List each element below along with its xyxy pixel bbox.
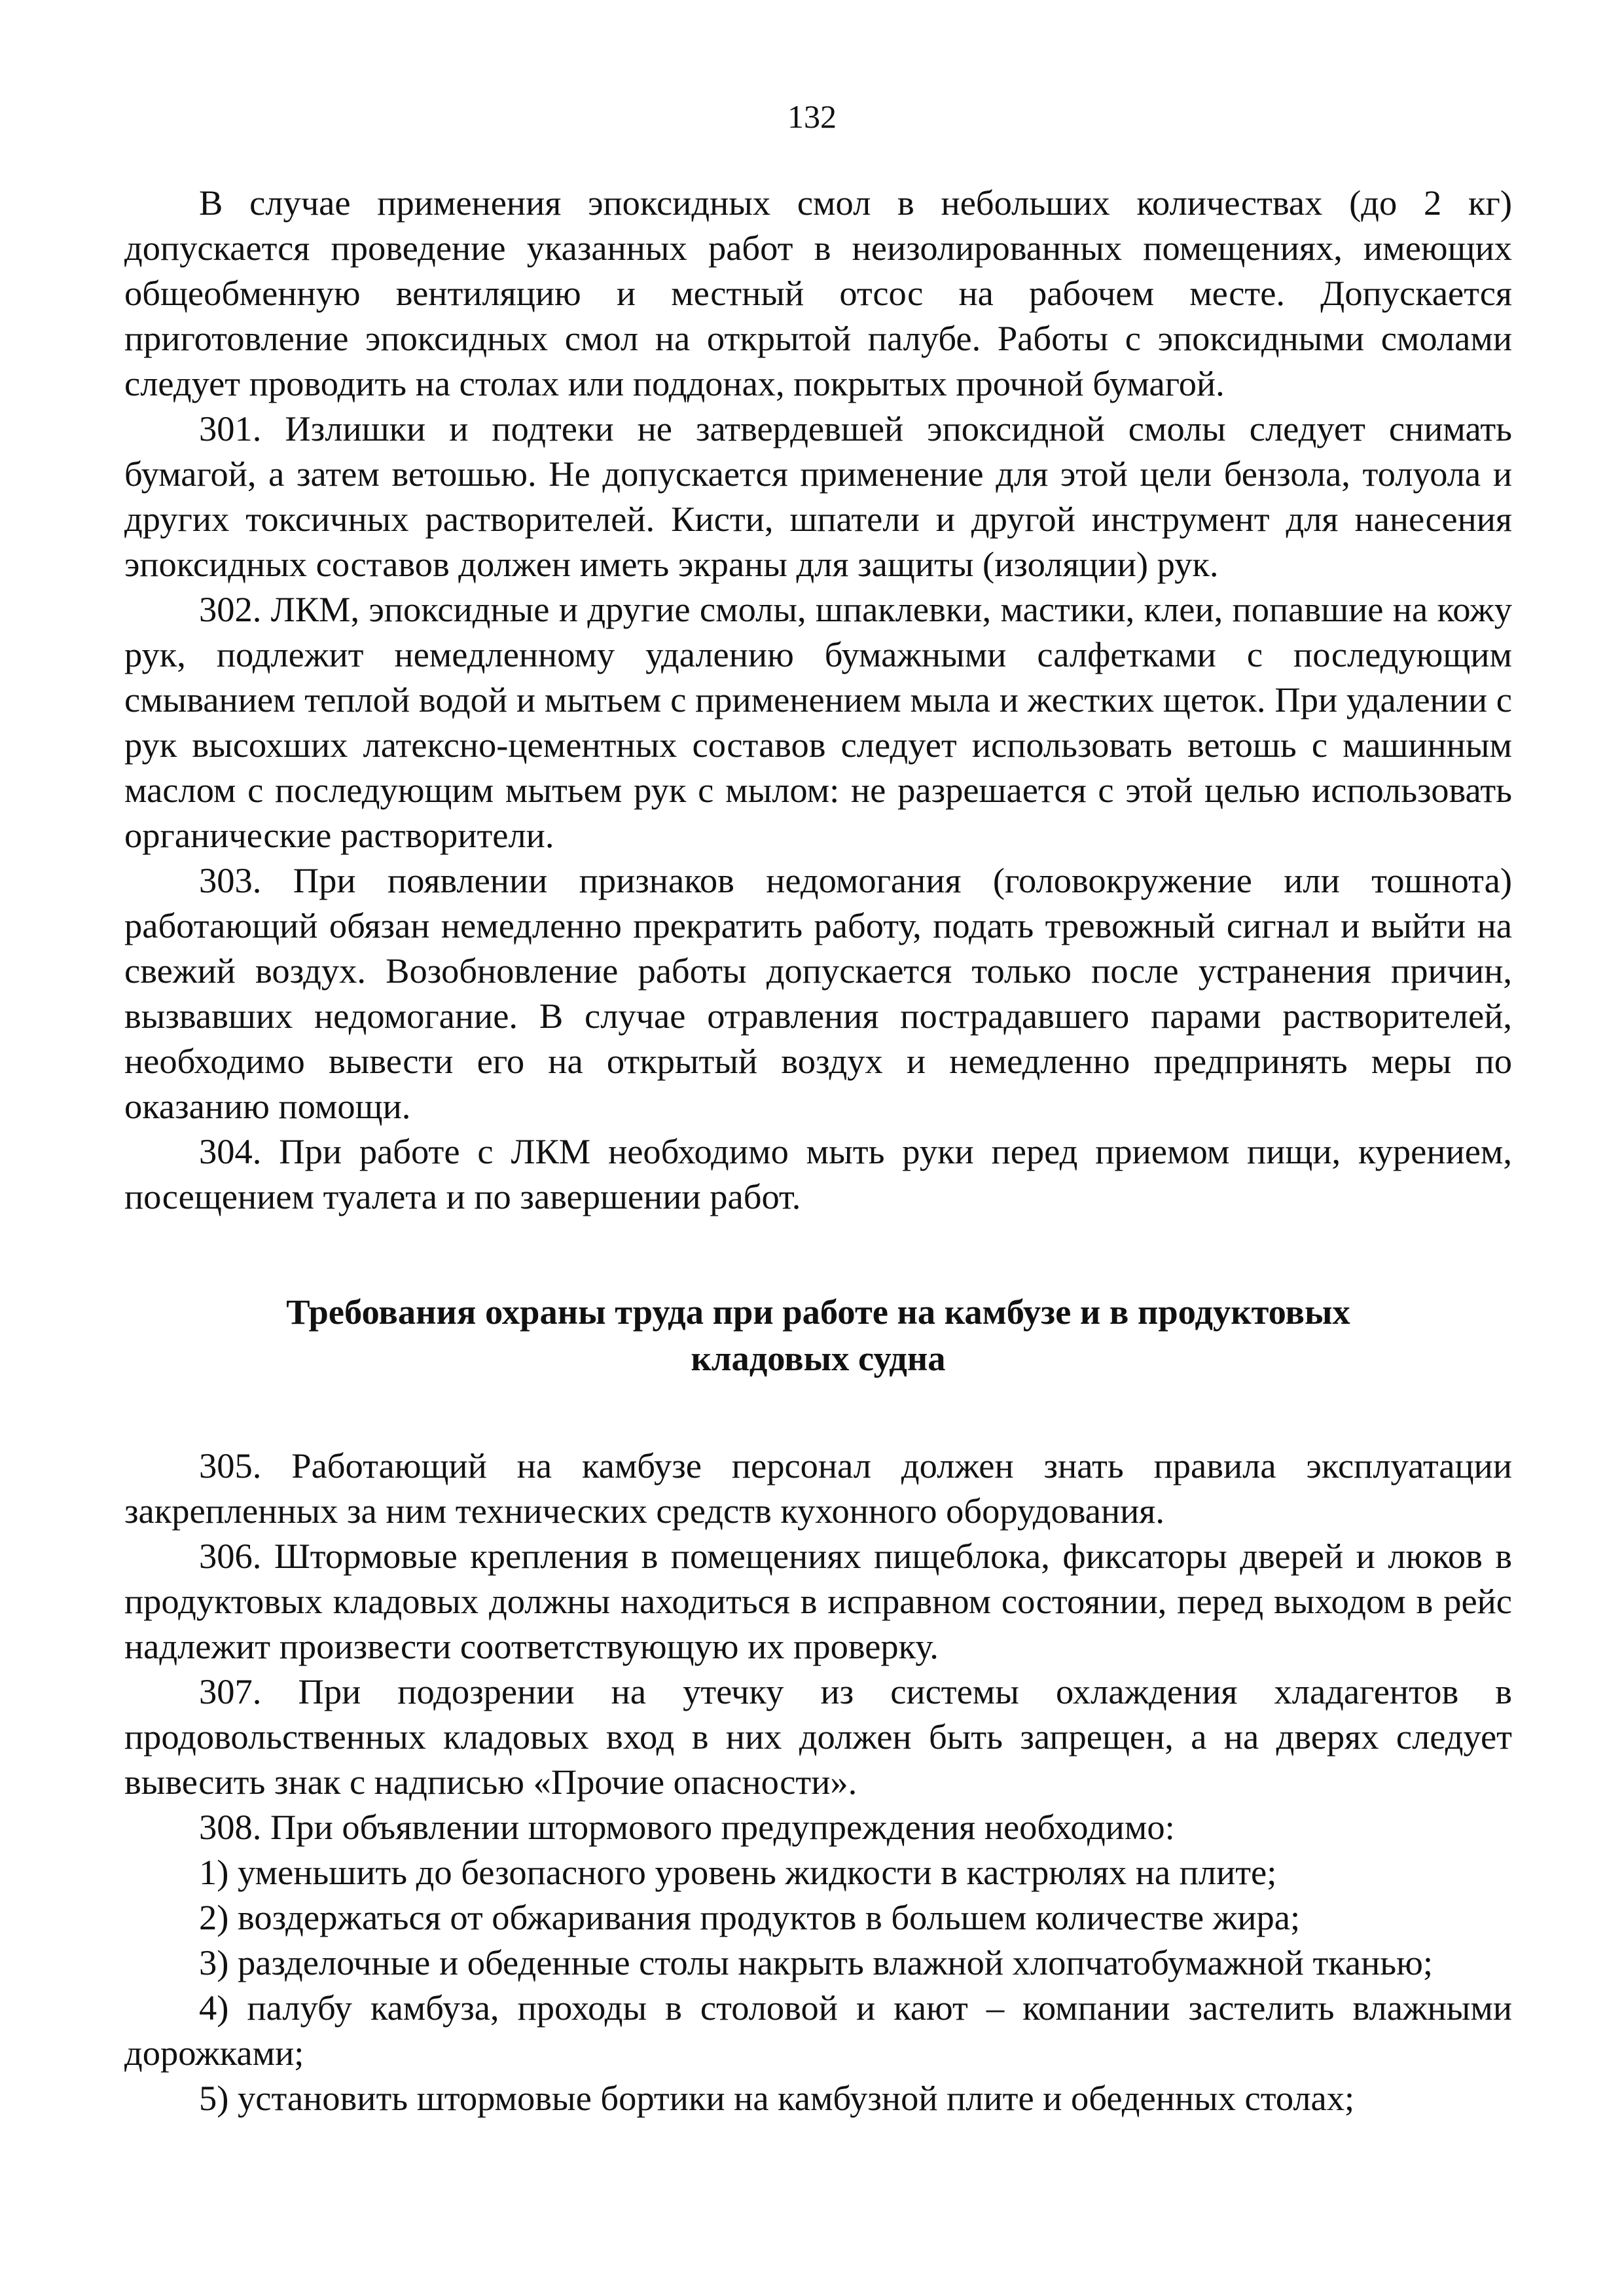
paragraph-intro: В случае применения эпоксидных смол в небольших количествах (до 2 кг) допускается проведение указанных работ в неизолированных помещениях, имеющих общеобменную вентиляцию и местный отсос на рабочем месте. Допускается приготовление эпоксидных смол на открытой палубе. Работы с эпоксидными смолами следует проводить на столах или поддонах, покрытых прочной бумагой. — [124, 183, 1512, 403]
page-number: 132 — [787, 98, 837, 135]
paragraph-304: 304. При работе с ЛКМ необходимо мыть руки перед приемом пищи, курением, посещением туалета и по завершении работ. — [124, 1131, 1512, 1216]
paragraph-306: 306. Штормовые крепления в помещениях пищеблока, фиксаторы дверей и люков в продуктовых кладовых должны находиться в исправном состоянии, перед выходом в рейс надлежит произвести соответствующую их проверку. — [124, 1536, 1512, 1666]
paragraph-308: 308. При объявлении штормового предупреждения необходимо: — [199, 1807, 1175, 1847]
paragraph-301: 301. Излишки и подтеки не затвердевшей эпоксидной смолы следует снимать бумагой, а затем ветошью. Не допускается применение для этой цели бензола, толуола и других токсичных растворителей. Кисти, шпатели и другой инструмент для нанесения эпоксидных составов должен иметь экраны для защиты (изоляции) рук. — [124, 409, 1512, 584]
list-item-3: 3) разделочные и обеденные столы накрыть влажной хлопчатобумажной тканью; — [199, 1942, 1433, 1982]
list-item-2: 2) воздержаться от обжаривания продуктов в большем количестве жира; — [199, 1897, 1301, 1937]
section-heading: Требования охраны труда при работе на камбузе и в продуктовых кладовых судна — [286, 1292, 1350, 1378]
paragraph-305: 305. Работающий на камбузе персонал должен знать правила эксплуатации закрепленных за ним технических средств кухонного оборудования. — [124, 1446, 1512, 1531]
paragraph-303: 303. При появлении признаков недомогания (головокружение или тошнота) работающий обязан немедленно прекратить работу, подать тревожный сигнал и выйти на свежий воздух. Возобновление работы допускается только после устранения причин, вызвавших недомогание. В случае отравления пострадавшего парами растворителей, необходимо вывести его на открытый воздух и немедленно предпринять меры по оказанию помощи. — [124, 860, 1512, 1126]
list-item-4: 4) палубу камбуза, проходы в столовой и кают – компании застелить влажными дорожками; — [124, 1988, 1512, 2073]
paragraph-307: 307. При подозрении на утечку из системы охлаждения хладагентов в продовольственных кладовых вход в них должен быть запрещен, а на дверях следует вывесить знак с надписью «Прочие опасности». — [124, 1671, 1512, 1802]
list-item-1: 1) уменьшить до безопасного уровень жидкости в кастрюлях на плите; — [199, 1852, 1277, 1892]
list-item-5: 5) установить штормовые бортики на камбузной плите и обеденных столах; — [199, 2078, 1355, 2118]
paragraph-302: 302. ЛКМ, эпоксидные и другие смолы, шпаклевки, мастики, клеи, попавшие на кожу рук, подлежит немедленному удалению бумажными салфетками с последующим смыванием теплой водой и мытьем с применением мыла и жестких щеток. При удалении с рук высохших латексно-цементных составов следует использовать ветошь с машинным маслом с последующим мытьем рук с мылом: не разрешается с этой целью использовать органические растворители. — [124, 589, 1512, 855]
document-body — [124, 180, 1512, 2121]
